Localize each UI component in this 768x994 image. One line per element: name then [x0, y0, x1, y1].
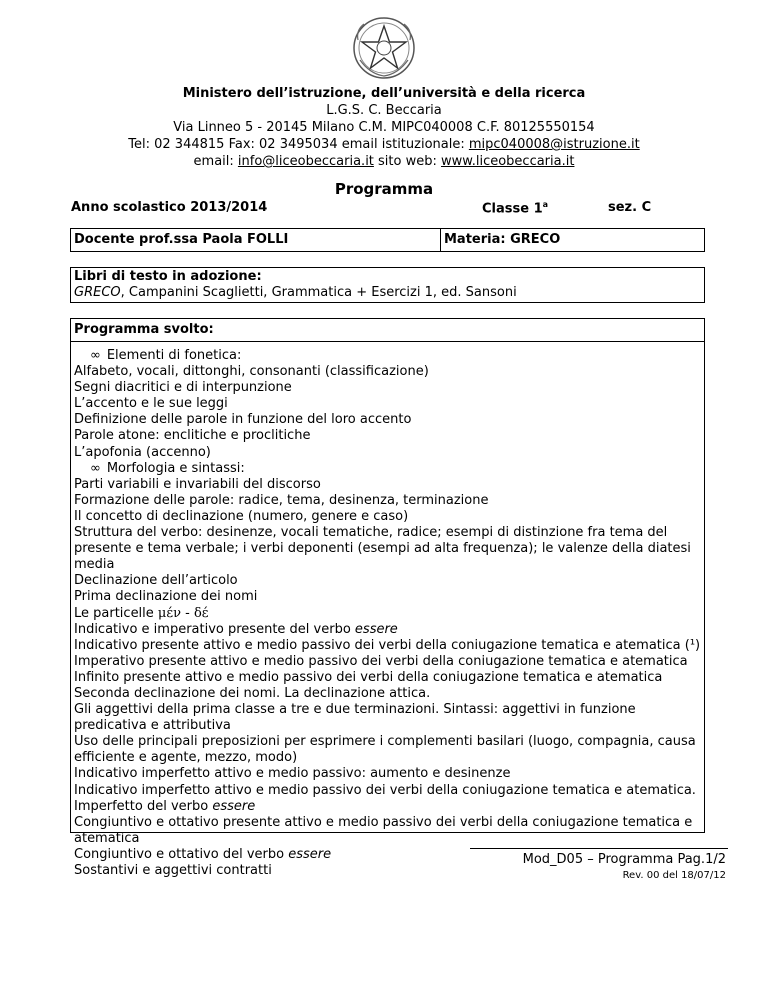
greek-word-de: δέ — [193, 605, 209, 621]
program-line: Uso delle principali preposizioni per esprimere i complementi basilari (luogo, compagnia, causa efficiente e agente, mezzo, modo) — [74, 734, 696, 766]
ministry-name: Ministero dell’istruzione, dell’università e della ricerca — [182, 86, 586, 101]
program-line: Imperativo presente attivo e medio passivo dei verbi della coniugazione tematica e atematica — [74, 653, 688, 669]
email-link[interactable]: info@liceobeccaria.it — [237, 154, 374, 169]
school-header — [0, 85, 768, 170]
institutional-email-link[interactable]: mipc040008@istruzione.it — [468, 137, 640, 152]
infinity-bullet-icon: ∞ — [90, 348, 101, 363]
line-emphasis: essere — [212, 798, 256, 814]
program-line: Parole atone: enclitiche e proclitiche — [74, 428, 311, 444]
footer-revision: Rev. 00 del 18/07/12 — [622, 870, 726, 881]
particles-text: Le particelle — [74, 605, 158, 621]
program-line: Formazione delle parole: radice, tema, desinenza, terminazione — [74, 492, 489, 508]
contacts-line — [0, 136, 768, 153]
subject-cell: Materia: GRECO — [444, 232, 561, 247]
class-superscript: a — [542, 200, 549, 209]
class-text: Classe 1 — [482, 201, 543, 217]
email-web-line — [0, 153, 768, 170]
program-line — [74, 606, 701, 622]
program-line — [74, 622, 701, 638]
textbook-title: GRECO — [74, 285, 121, 300]
website-link[interactable]: www.liceobeccaria.it — [441, 154, 575, 169]
greek-word-men: μέν — [157, 605, 182, 621]
textbooks-title: Libri di testo in adozione: — [74, 269, 262, 284]
teacher-cell: Docente prof.ssa Paola FOLLI — [71, 229, 441, 251]
web-label: sito web: — [373, 154, 442, 169]
textbook-details: , Campanini Scaglietti, Grammatica + Esercizi 1, ed. Sansoni — [120, 285, 517, 300]
bullet-text: Morfologia e sintassi: — [106, 460, 245, 476]
textbook-entry — [74, 285, 701, 301]
line-text: Congiuntivo e ottativo del verbo — [74, 846, 289, 862]
line-emphasis: essere — [288, 846, 332, 862]
program-line: Indicativo presente attivo e medio passivo dei verbi della coniugazione tematica e atematica (¹) — [74, 637, 701, 653]
line-text: Indicativo imperfetto attivo e medio passivo dei verbi della coniugazione tematica e atematica. Imperfetto del verbo — [74, 782, 696, 814]
program-line: Parti variabili e invariabili del discorso — [74, 476, 321, 492]
line-emphasis: essere — [354, 621, 398, 637]
particles-separator: - — [181, 605, 194, 621]
textbooks-box — [70, 267, 705, 303]
program-line — [74, 783, 701, 815]
program-title: Programma svolto: — [71, 319, 704, 342]
program-line: L’accento e le sue leggi — [74, 396, 228, 412]
program-line: Alfabeto, vocali, dittonghi, consonanti (classificazione) — [74, 364, 429, 380]
email-label: email: — [193, 154, 238, 169]
bullet-item — [74, 348, 701, 364]
infinity-bullet-icon: ∞ — [90, 460, 101, 476]
program-content — [71, 342, 704, 879]
bullet-text: Elementi di fonetica: — [106, 348, 242, 363]
footer-module-page: Mod_D05 – Programma Pag.1/2 — [522, 852, 726, 867]
school-address: Via Linneo 5 - 20145 Milano C.M. MIPC040008 C.F. 80125550154 — [173, 120, 595, 135]
program-line: Indicativo imperfetto attivo e medio passivo: aumento e desinenze — [74, 766, 511, 782]
school-name: L.G.S. C. Beccaria — [326, 103, 442, 118]
teacher-subject-table — [70, 228, 705, 252]
program-line: Infinito presente attivo e medio passivo dei verbi della coniugazione tematica e atematica — [74, 669, 663, 685]
contacts-prefix: Tel: 02 344815 Fax: 02 3495034 email istituzionale: — [128, 137, 469, 152]
program-line: Declinazione dell’articolo — [74, 573, 238, 589]
program-line: L’apofonia (accenno) — [74, 444, 211, 460]
class-label — [482, 200, 548, 216]
bullet-item — [74, 461, 701, 477]
program-line: Definizione delle parole in funzione del loro accento — [74, 412, 412, 428]
line-text: Indicativo e imperativo presente del verbo — [74, 621, 355, 637]
section-label: sez. C — [608, 200, 652, 215]
program-line: Segni diacritici e di interpunzione — [74, 380, 292, 396]
program-line: Gli aggettivi della prima classe a tre e due terminazioni. Sintassi: aggettivi in funzione predicativa e attributiva — [74, 702, 636, 734]
program-line: Prima declinazione dei nomi — [74, 589, 258, 605]
program-line: Sostantivi e aggettivi contratti — [74, 863, 272, 878]
program-line: Il concetto di declinazione (numero, genere e caso) — [74, 508, 409, 524]
emblem-logo — [350, 14, 418, 82]
footer-divider — [470, 848, 728, 849]
school-year: Anno scolastico 2013/2014 — [71, 200, 268, 215]
program-line: Congiuntivo e ottativo presente attivo e medio passivo dei verbi della coniugazione tematica e atematica — [74, 814, 693, 846]
page-title: Programma — [334, 180, 434, 198]
program-line: Struttura del verbo: desinenze, vocali tematiche, radice; esempi di distinzione fra tema del presente e tema verbale; i verbi deponenti (esempi ad alta frequenza); le valenze della diatesi media — [74, 525, 691, 573]
program-line: Seconda declinazione dei nomi. La declinazione attica. — [74, 685, 431, 701]
